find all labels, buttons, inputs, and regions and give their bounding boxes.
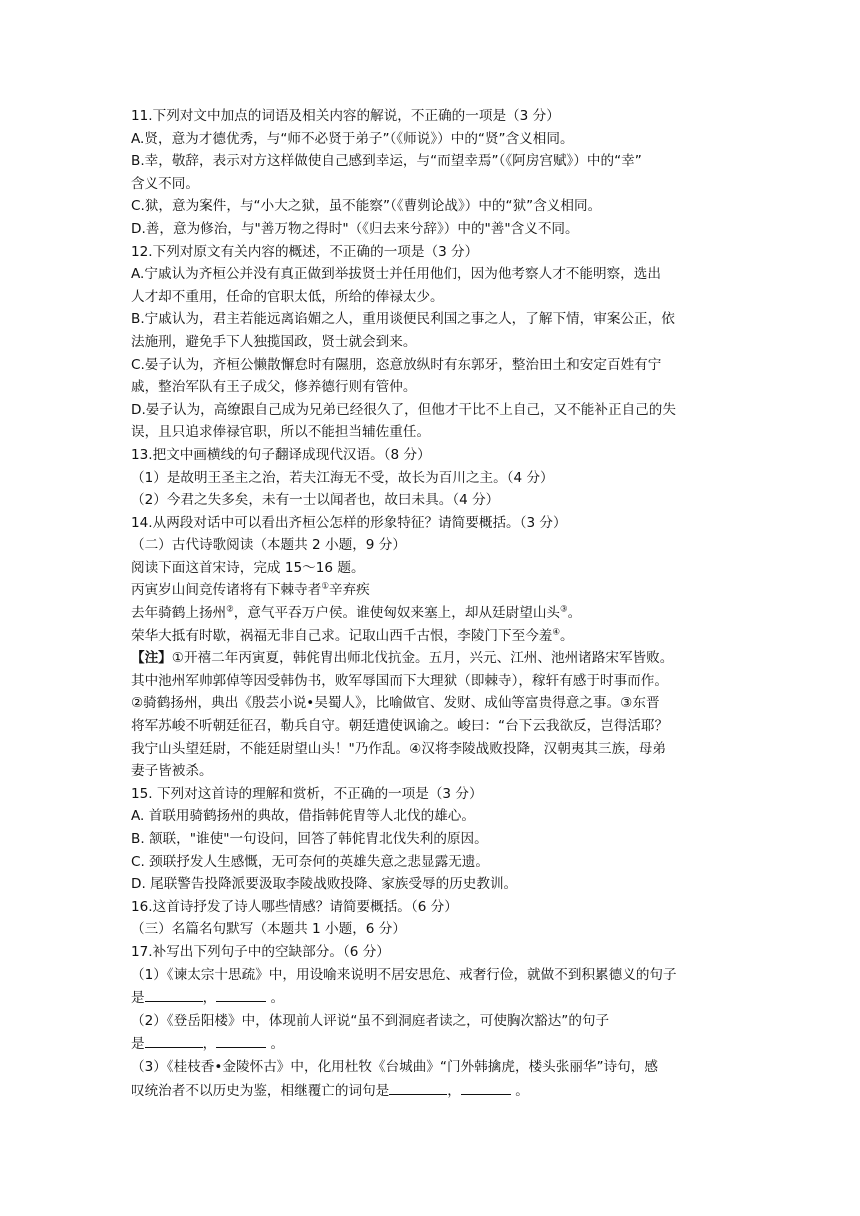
q12-option-a-line2: 人才却不重用，任命的官职太低，所给的俸禄太少。	[131, 288, 444, 305]
footnote-marker-2: ②	[226, 604, 234, 615]
q15-option-c: C. 颈联抒发人生感慨，无可奈何的英雄失意之悲显露无遗。	[131, 853, 489, 870]
q17-item-3-line1: （3）《桂枝香•金陵怀古》中，化用杜牧《台城曲》“门外韩擒虎，楼头张丽华”诗句，感	[131, 1058, 658, 1075]
q11-stem: 11.下列对文中加点的词语及相关内容的解说，不正确的一项是（3 分）	[131, 108, 560, 124]
q11-option-b-line2: 含义不同。	[131, 175, 199, 192]
q11-option-a: A.贤，意为才德优秀，与“师不必贤于弟子”（《师说》）中的“贤”含义相同。	[131, 130, 574, 147]
q12-option-d-line2: 误，且只追求俸禄官职，所以不能担当辅佐重任。	[131, 424, 431, 441]
answer-blank[interactable]	[145, 986, 203, 1002]
answer-blank[interactable]	[216, 986, 266, 1002]
q11-option-c: C.狱，意为案件，与“小大之狱，虽不能察”（《曹刿论战》）中的“狱”含义相同。	[131, 198, 602, 215]
q16-stem: 16.这首诗抒发了诗人哪些情感？请简要概括。（6 分）	[131, 898, 458, 915]
poem-author: 辛弃疾	[328, 582, 370, 599]
q11-option-d: D.善，意为修治，与"善万物之得时"（《归去来兮辞》）中的"善"含义不同。	[131, 220, 579, 237]
poem-title-text: 丙寅岁山间竞传诸将有下棘寺者	[131, 582, 322, 599]
q15-option-b: B. 颔联，"谁使"一句设问，回答了韩侂胄北伐失利的原因。	[131, 831, 488, 847]
q12-option-d-line1: D.晏子认为，高缭跟自己成为兄弟已经很久了，但他才干比不上自己，又不能补正自己的失	[131, 401, 676, 418]
note-label: 【注】	[131, 650, 172, 667]
q17-item-3-line2: 叹统治者不以历史为鉴，相继覆亡的词句是 ， 。	[131, 1079, 731, 1103]
q13-sentence-1: （1）是故明王圣主之治，若夫江海无不受，故长为百川之主。（4 分）	[131, 469, 554, 486]
poem-line-1: 去年骑鹤上扬州②，意气平吞万户侯。谁使匈奴来塞上，却从廷尉望山头③。	[131, 604, 582, 622]
poem-intro: 阅读下面这首宋诗，完成 15～16 题。	[131, 559, 365, 576]
poem-line-2: 荣华大抵有时歇，祸福无非自己求。记取山西千古恨，李陵门下至今羞④。	[131, 627, 574, 644]
answer-blank[interactable]	[216, 1032, 266, 1048]
note-line-1: 【注】①开禧二年丙寅夏，韩侂胄出师北伐抗金。五月，兴元、江州、池州诸路宋军皆败。	[131, 650, 674, 667]
q15-option-a: A. 首联用骑鹤扬州的典故，借指韩侂胄等人北伐的雄心。	[131, 808, 475, 825]
answer-blank[interactable]	[145, 1032, 203, 1048]
q12-stem: 12.下列对原文有关内容的概述，不正确的一项是（3 分）	[131, 243, 479, 260]
q13-sentence-2: （2）今君之失多矣，未有一士以闻者也，故曰未具。（4 分）	[131, 492, 500, 509]
q13-stem: 13.把文中画横线的句子翻译成现代汉语。（8 分）	[131, 446, 431, 463]
q12-option-a-line1: A.宁戚认为齐桓公并没有真正做到举拔贤士并任用他们，因为他考察人才不能明察，选出	[131, 266, 661, 283]
q12-option-c-line2: 戚，整治军队有王子成父，修养德行则有管仲。	[131, 379, 417, 396]
poem-title	[131, 579, 731, 602]
q17-item-2-line2: 是 ， 。	[131, 1032, 731, 1056]
answer-blank[interactable]	[389, 1079, 447, 1095]
note-line-5: 我宁山头望廷尉，不能廷尉望山头！"乃作乱。④汉将李陵战败投降，汉朝夷其三族，母弟	[131, 740, 666, 757]
note-line-2: 其中池州军帅郭倬等因受韩伪书，败军辱国而下大理狱（即棘寺），稼轩有感于时事而作。	[131, 672, 668, 689]
note-line-4: 将军苏峻不听朝廷征召，勒兵自守。朝廷遣使讽谕之。峻曰：“台下云我欲反，岂得活耶？	[131, 718, 669, 735]
q17-stem: 17.补写出下列句子中的空缺部分。（6 分）	[131, 943, 390, 960]
q17-item-1-line2: 是 ， 。	[131, 986, 731, 1010]
exam-page	[131, 105, 731, 1102]
q17-item-2-line1: （2）《登岳阳楼》中，体现前人评说“虽不到洞庭者读之，可使胸次豁达”的句子	[131, 1012, 610, 1029]
footnote-marker-1: ①	[321, 581, 329, 592]
note-line-3: ②骑鹤扬州，典出《殷芸小说•吴蜀人》，比喻做官、发财、成仙等富贵得意之事。③东晋	[131, 695, 660, 712]
q17-item-1-line1: （1）《谏太宗十思疏》中，用设喻来说明不居安思危、戒奢行俭，就做不到积累德义的句子	[131, 966, 677, 983]
q12-option-b-line1: B.宁戚认为，君主若能远离谄媚之人，重用谈便民利国之事之人，了解下情，审案公正，依	[131, 311, 675, 328]
q12-option-c-line1: C.晏子认为，齐桓公懒散懈怠时有隰朋，恣意放纵时有东郭牙，整治田土和安定百姓有宁	[131, 356, 662, 373]
note-line-6: 妻子皆被杀。	[131, 763, 213, 780]
q15-option-d: D. 尾联警告投降派要汲取李陵战败投降、家族受辱的历史教训。	[131, 876, 518, 893]
q14-stem: 14.从两段对话中可以看出齐桓公怎样的形象特征？请简要概括。（3 分）	[131, 514, 567, 531]
answer-blank[interactable]	[461, 1079, 511, 1095]
section-3-heading: （三）名篇名句默写（本题共 1 小题，6 分）	[131, 921, 406, 938]
footnote-marker-4: ④	[552, 627, 561, 638]
q11-option-b-line1: B.幸，敬辞，表示对方这样做使自己感到幸运，与“而望幸焉”（《阿房宫赋》）中的“幸”	[131, 153, 642, 170]
q12-option-b-line2: 法施刑，避免手下人独揽国政，贤士就会到来。	[131, 333, 417, 350]
footnote-marker-3: ③	[560, 604, 568, 615]
q15-stem: 15. 下列对这首诗的理解和赏析，不正确的一项是（3 分）	[131, 785, 483, 802]
section-2-heading: （二）古代诗歌阅读（本题共 2 小题，9 分）	[131, 537, 406, 554]
